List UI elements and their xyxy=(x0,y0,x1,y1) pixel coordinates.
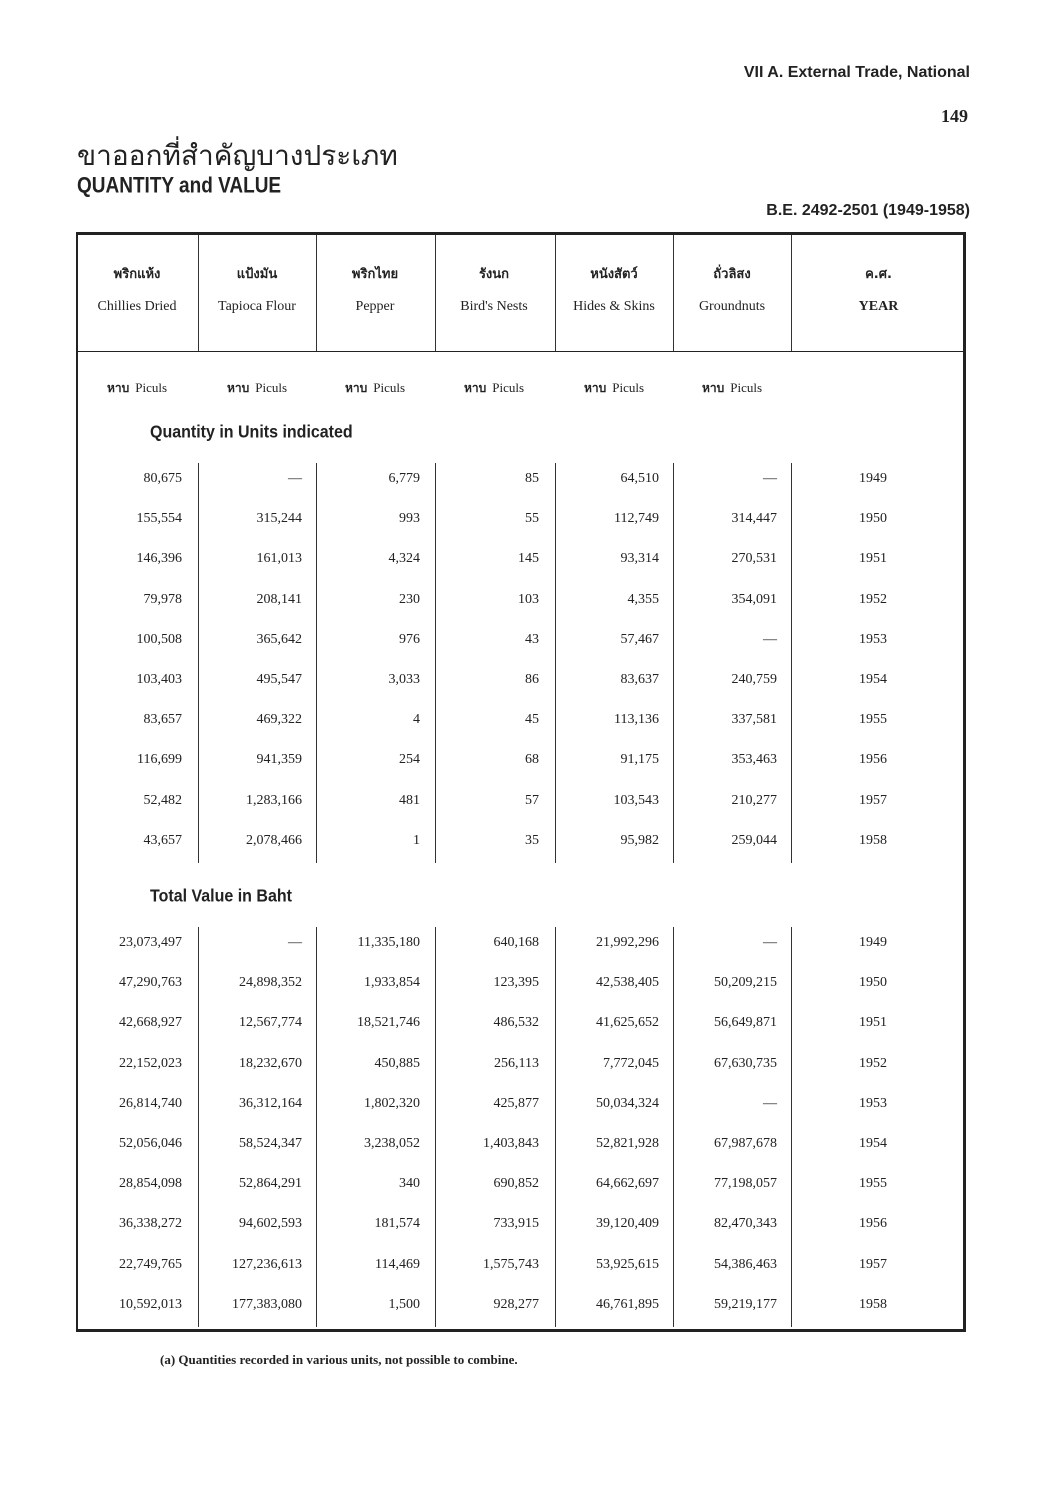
table-cell: 425,877 xyxy=(493,1095,539,1111)
table-cell: 4 xyxy=(413,712,420,728)
table-row xyxy=(78,1257,963,1277)
column-header-thai: ถั่วลิสง xyxy=(713,267,751,282)
table-cell: — xyxy=(763,935,777,950)
table-cell: 1,403,843 xyxy=(483,1136,539,1151)
column-unit-thai: หาบ xyxy=(106,381,130,395)
year-cell: 1952 xyxy=(859,591,887,607)
table-cell: 83,637 xyxy=(620,672,659,687)
table-cell: 28,854,098 xyxy=(119,1176,182,1192)
year-cell: 1957 xyxy=(859,1256,887,1272)
table-cell: 64,662,697 xyxy=(596,1176,659,1192)
table-cell: 35 xyxy=(525,832,539,848)
table-cell: 240,759 xyxy=(731,672,777,687)
year-cell: 1954 xyxy=(859,672,887,687)
table-cell: 123,395 xyxy=(493,975,539,991)
table-row xyxy=(78,1056,963,1076)
table-cell: 259,044 xyxy=(731,832,777,848)
table-cell: 146,396 xyxy=(136,551,182,567)
table-row xyxy=(78,975,963,995)
table-cell: 85 xyxy=(525,471,539,486)
table-cell: 22,152,023 xyxy=(119,1055,182,1071)
year-cell: 1954 xyxy=(859,1136,887,1151)
table-cell: 230 xyxy=(399,591,420,607)
year-cell: 1951 xyxy=(859,551,887,567)
table-cell: 314,447 xyxy=(731,511,777,527)
table-row xyxy=(78,1176,963,1196)
table-cell: 1,283,166 xyxy=(246,792,302,808)
column-header-thai: แป้งมัน xyxy=(236,267,278,282)
table-row xyxy=(78,1136,963,1156)
column-unit xyxy=(78,379,196,398)
table-cell: 928,277 xyxy=(493,1296,539,1312)
table-row xyxy=(78,935,963,955)
table-cell: 39,120,409 xyxy=(596,1216,659,1232)
table-cell: 43 xyxy=(525,631,539,647)
table-cell: 640,168 xyxy=(493,935,539,950)
column-unit xyxy=(555,379,673,398)
table-row xyxy=(78,1216,963,1236)
year-header-thai: ค.ศ. xyxy=(865,267,892,282)
table-cell: 155,554 xyxy=(136,511,182,527)
table-cell: 24,898,352 xyxy=(239,975,302,991)
table-cell: 52,821,928 xyxy=(596,1136,659,1151)
table-cell: 993 xyxy=(399,511,420,527)
table-row xyxy=(78,833,963,853)
table-cell: 340 xyxy=(399,1176,420,1192)
table-cell: 100,508 xyxy=(136,631,182,647)
year-cell: 1957 xyxy=(859,792,887,808)
table-cell: 52,482 xyxy=(143,792,182,808)
year-cell: 1951 xyxy=(859,1015,887,1031)
table-cell: 56,649,871 xyxy=(714,1015,777,1031)
table-cell: 7,772,045 xyxy=(603,1055,659,1071)
table-row xyxy=(78,632,963,652)
column-header-english: Pepper xyxy=(355,299,395,314)
year-cell: 1949 xyxy=(859,935,887,950)
year-cell: 1958 xyxy=(859,832,887,848)
table-cell: 256,113 xyxy=(494,1055,539,1071)
table-cell: 1,575,743 xyxy=(483,1256,539,1272)
table-cell: 95,982 xyxy=(620,832,659,848)
table-cell: 270,531 xyxy=(731,551,777,567)
table-cell: 4,355 xyxy=(627,591,659,607)
table-cell: 50,034,324 xyxy=(596,1095,659,1111)
column-header-english: Chillies Dried xyxy=(97,299,177,314)
table-row xyxy=(78,752,963,772)
table-cell: 254 xyxy=(399,752,420,768)
table-cell: 1,802,320 xyxy=(364,1095,420,1111)
table-cell: 77,198,057 xyxy=(714,1176,777,1192)
year-cell: 1955 xyxy=(859,1176,887,1192)
year-cell: 1952 xyxy=(859,1055,887,1071)
table-cell: 18,521,746 xyxy=(357,1015,420,1031)
column-unit-thai: หาบ xyxy=(701,381,725,395)
year-cell: 1955 xyxy=(859,712,887,728)
table-cell: 55 xyxy=(525,511,539,527)
column-header xyxy=(78,263,196,315)
data-table xyxy=(76,232,966,1332)
table-cell: 145 xyxy=(518,551,539,567)
section-title: Quantity in Units indicated xyxy=(150,423,353,442)
table-cell: 82,470,343 xyxy=(714,1216,777,1232)
table-cell: — xyxy=(763,1095,777,1111)
column-header-english: Bird's Nests xyxy=(460,299,528,314)
column-unit xyxy=(673,379,791,398)
table-cell: 354,091 xyxy=(731,591,777,607)
table-cell: 83,657 xyxy=(143,712,182,728)
table-cell: 177,383,080 xyxy=(232,1296,302,1312)
table-cell: 41,625,652 xyxy=(596,1015,659,1031)
year-cell: 1958 xyxy=(859,1296,887,1312)
header-rule xyxy=(78,351,963,352)
table-cell: 114,469 xyxy=(375,1256,420,1272)
table-cell: 976 xyxy=(399,631,420,647)
table-cell: 36,312,164 xyxy=(239,1095,302,1111)
year-cell: 1953 xyxy=(859,1095,887,1111)
column-header xyxy=(673,263,791,315)
column-header xyxy=(555,263,673,315)
table-cell: 3,238,052 xyxy=(364,1136,420,1151)
table-cell: 1 xyxy=(413,832,420,848)
table-cell: 23,073,497 xyxy=(119,935,182,950)
column-header-thai: พริกไทย xyxy=(351,267,399,282)
table-cell: 733,915 xyxy=(493,1216,539,1232)
table-cell: 67,987,678 xyxy=(714,1136,777,1151)
table-cell: 52,864,291 xyxy=(239,1176,302,1192)
table-cell: 353,463 xyxy=(731,752,777,768)
table-cell: 103 xyxy=(518,591,539,607)
table-cell: 93,314 xyxy=(620,551,659,567)
table-cell: 18,232,670 xyxy=(239,1055,302,1071)
year-cell: 1949 xyxy=(859,471,887,486)
column-unit-english: Piculs xyxy=(612,380,645,395)
table-cell: 59,219,177 xyxy=(714,1296,777,1312)
table-cell: — xyxy=(763,631,777,647)
column-unit xyxy=(435,379,553,398)
table-row xyxy=(78,1015,963,1035)
table-cell: 469,322 xyxy=(256,712,302,728)
section-title: Total Value in Baht xyxy=(150,887,292,906)
table-cell: 161,013 xyxy=(256,551,302,567)
table-cell: 1,933,854 xyxy=(364,975,420,991)
table-cell: 26,814,740 xyxy=(119,1095,182,1111)
table-row xyxy=(78,592,963,612)
column-header xyxy=(198,263,316,315)
table-cell: 50,209,215 xyxy=(714,975,777,991)
table-cell: 52,056,046 xyxy=(119,1136,182,1151)
table-cell: 210,277 xyxy=(731,792,777,808)
year-cell: 1953 xyxy=(859,631,887,647)
page-header: VII A. External Trade, National xyxy=(743,64,970,81)
table-cell: 45 xyxy=(525,712,539,728)
table-cell: 315,244 xyxy=(256,511,302,527)
column-unit-thai: หาบ xyxy=(226,381,250,395)
table-cell: 94,602,593 xyxy=(239,1216,302,1232)
table-cell: 181,574 xyxy=(374,1216,420,1232)
year-cell: 1950 xyxy=(859,511,887,527)
table-cell: 3,033 xyxy=(388,672,420,687)
table-cell: 2,078,466 xyxy=(246,832,302,848)
table-cell: 53,925,615 xyxy=(596,1256,659,1272)
table-cell: 57 xyxy=(525,792,539,808)
year-cell: 1956 xyxy=(859,1216,887,1232)
table-cell: 46,761,895 xyxy=(596,1296,659,1312)
table-cell: 941,359 xyxy=(256,752,302,768)
table-cell: 116,699 xyxy=(137,752,182,768)
footnote: (a) Quantities recorded in various units, not possible to combine. xyxy=(160,1352,518,1367)
table-cell: 57,467 xyxy=(620,631,659,647)
table-cell: 54,386,463 xyxy=(714,1256,777,1272)
table-cell: 4,324 xyxy=(388,551,420,567)
column-header xyxy=(435,263,553,315)
column-header-english: Groundnuts xyxy=(698,299,766,314)
table-cell: 450,885 xyxy=(374,1055,420,1071)
table-cell: — xyxy=(288,471,302,486)
table-row xyxy=(78,672,963,692)
column-unit-thai: หาบ xyxy=(463,381,487,395)
column-unit-english: Piculs xyxy=(135,380,168,395)
column-unit-english: Piculs xyxy=(730,380,763,395)
table-cell: 12,567,774 xyxy=(239,1015,302,1031)
column-unit-thai: หาบ xyxy=(583,381,607,395)
column-unit xyxy=(198,379,316,398)
table-cell: 365,642 xyxy=(256,631,302,647)
table-cell: 112,749 xyxy=(614,511,659,527)
table-cell: 495,547 xyxy=(256,672,302,687)
table-cell: 79,978 xyxy=(143,591,182,607)
column-header-thai: รังนก xyxy=(478,267,510,282)
table-cell: — xyxy=(288,935,302,950)
table-cell: 113,136 xyxy=(614,712,659,728)
table-cell: 91,175 xyxy=(620,752,659,768)
table-row xyxy=(78,1096,963,1116)
table-cell: — xyxy=(763,471,777,486)
year-cell: 1956 xyxy=(859,752,887,768)
table-row xyxy=(78,551,963,571)
table-cell: 47,290,763 xyxy=(119,975,182,991)
table-cell: 1,500 xyxy=(388,1296,420,1312)
column-header-english: Tapioca Flour xyxy=(218,299,296,314)
table-cell: 58,524,347 xyxy=(239,1136,302,1151)
table-cell: 43,657 xyxy=(143,832,182,848)
table-cell: 36,338,272 xyxy=(119,1216,182,1232)
table-cell: 208,141 xyxy=(256,591,302,607)
table-cell: 10,592,013 xyxy=(119,1296,182,1312)
year-header-english: YEAR xyxy=(858,299,899,314)
column-header xyxy=(316,263,434,315)
table-cell: 42,538,405 xyxy=(596,975,659,991)
column-unit xyxy=(316,379,434,398)
table-cell: 86 xyxy=(525,672,539,687)
table-row xyxy=(78,511,963,531)
title-english: QUANTITY and VALUE xyxy=(77,174,282,199)
table-cell: 68 xyxy=(525,752,539,768)
table-cell: 11,335,180 xyxy=(357,935,420,950)
table-cell: 21,992,296 xyxy=(596,935,659,950)
period: B.E. 2492-2501 (1949-1958) xyxy=(766,202,970,219)
column-header-thai: หนังสัตว์ xyxy=(590,267,638,282)
table-cell: 67,630,735 xyxy=(714,1055,777,1071)
column-unit-thai: หาบ xyxy=(344,381,368,395)
column-header-english: Hides & Skins xyxy=(573,299,655,314)
table-cell: 481 xyxy=(399,792,420,808)
table-cell: 80,675 xyxy=(143,471,182,486)
table-cell: 103,403 xyxy=(136,672,182,687)
table-row xyxy=(78,712,963,732)
table-row xyxy=(78,793,963,813)
table-row xyxy=(78,1297,963,1317)
table-cell: 127,236,613 xyxy=(232,1256,302,1272)
table-cell: 64,510 xyxy=(620,471,659,486)
table-cell: 6,779 xyxy=(388,471,420,486)
table-row xyxy=(78,471,963,491)
table-cell: 337,581 xyxy=(731,712,777,728)
page-number: 149 xyxy=(941,106,968,126)
title-thai: ขาออกที่สำคัญบางประเภท xyxy=(77,139,398,172)
column-unit-english: Piculs xyxy=(492,380,525,395)
year-column-header xyxy=(791,263,966,315)
table-cell: 103,543 xyxy=(613,792,659,808)
column-header-thai: พริกแห้ง xyxy=(113,267,161,282)
table-cell: 486,532 xyxy=(493,1015,539,1031)
year-cell: 1950 xyxy=(859,975,887,991)
column-unit-english: Piculs xyxy=(255,380,288,395)
table-cell: 42,668,927 xyxy=(119,1015,182,1031)
column-unit-english: Piculs xyxy=(373,380,406,395)
table-cell: 690,852 xyxy=(493,1176,539,1192)
table-cell: 22,749,765 xyxy=(119,1256,182,1272)
